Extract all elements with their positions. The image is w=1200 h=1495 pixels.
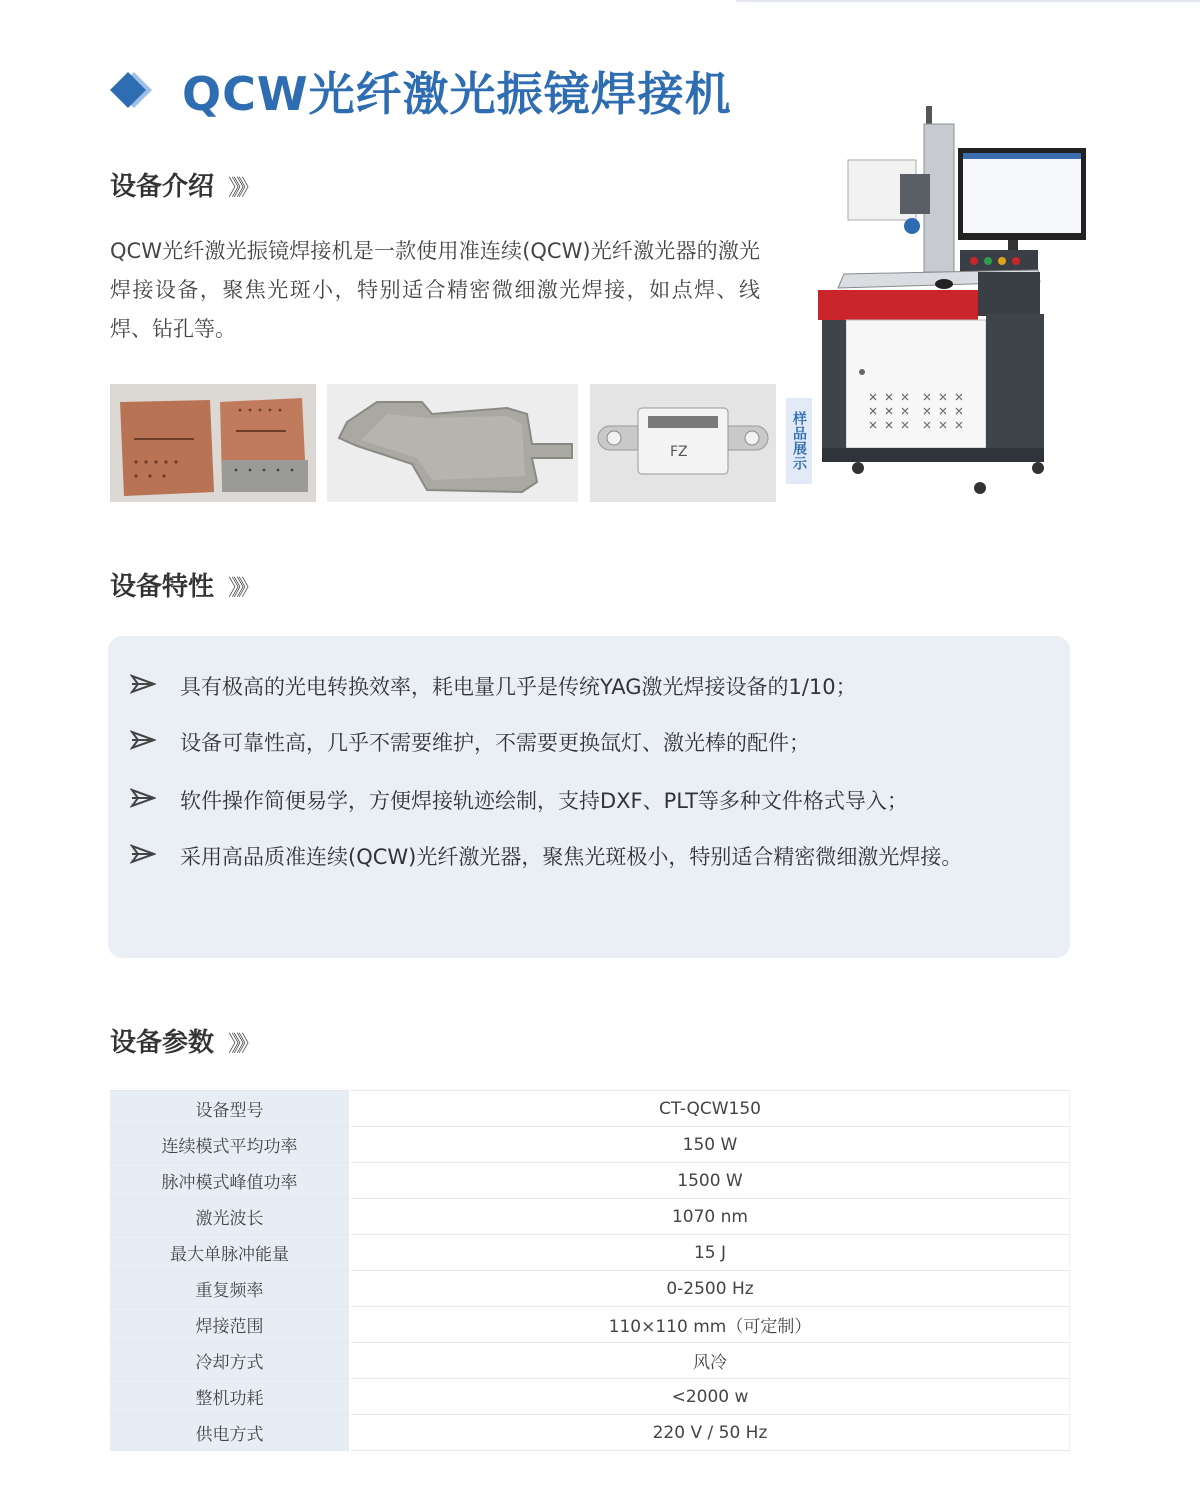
double-diamond-icon: [110, 70, 168, 110]
param-name: 重复频率: [110, 1271, 350, 1307]
sample-display-tag: 样品展示: [786, 398, 812, 484]
param-name: 最大单脉冲能量: [110, 1235, 350, 1271]
param-value: 110×110 mm（可定制）: [350, 1307, 1070, 1343]
svg-text:FZ: FZ: [670, 444, 688, 460]
param-name: 激光波长: [110, 1199, 350, 1235]
param-name: 设备型号: [110, 1091, 350, 1127]
features-panel: [108, 636, 1070, 958]
param-value: CT-QCW150: [350, 1091, 1070, 1127]
sample-image-steel-part: [327, 384, 578, 502]
param-value: 220 V / 50 Hz: [350, 1415, 1070, 1451]
feature-text: 设备可靠性高，几乎不需要维护，不需要更换氙灯、激光棒的配件；: [180, 731, 810, 755]
param-value: 1500 W: [350, 1163, 1070, 1199]
param-name: 焊接范围: [110, 1307, 350, 1343]
params-heading: [110, 1022, 254, 1062]
intro-heading-text: 设备介绍: [110, 172, 215, 202]
features-heading-text: 设备特性: [110, 572, 215, 602]
laser-welding-machine-image: [808, 104, 1098, 504]
table-row: [110, 1415, 1070, 1451]
table-row: [110, 1343, 1070, 1379]
intro-heading: [110, 166, 254, 206]
table-row: [110, 1091, 1070, 1127]
arrow-right-icon: [130, 788, 156, 808]
param-name: 脉冲模式峰值功率: [110, 1163, 350, 1199]
chevron-right-icon: 》》》: [228, 576, 255, 601]
param-value: 150 W: [350, 1127, 1070, 1163]
params-table: [110, 1090, 1070, 1451]
chevron-right-icon: 》》》: [228, 1032, 255, 1057]
param-name: 冷却方式: [110, 1343, 350, 1379]
sample-image-connector: [590, 384, 776, 502]
table-row: [110, 1235, 1070, 1271]
table-row: [110, 1163, 1070, 1199]
sample-image-copper-plates: [110, 384, 316, 502]
intro-paragraph: QCW光纤激光振镜焊接机是一款使用准连续(QCW)光纤激光器的激光焊接设备，聚焦光斑小，特别适合精密微细激光焊接，如点焊、线焊、钻孔等。: [110, 239, 760, 341]
page-title: QCW光纤激光振镜焊接机: [182, 67, 732, 121]
param-name: 整机功耗: [110, 1379, 350, 1415]
top-rule: [736, 0, 1200, 2]
feature-text: 具有极高的光电转换效率，耗电量几乎是传统YAG激光焊接设备的1/10；: [180, 675, 857, 699]
feature-text: 采用高品质准连续(QCW)光纤激光器，聚焦光斑极小，特别适合精密微细激光焊接。: [180, 845, 963, 869]
table-row: [110, 1307, 1070, 1343]
chevron-right-icon: 》》》: [228, 176, 255, 201]
param-value: 15 J: [350, 1235, 1070, 1271]
param-value: 0-2500 Hz: [350, 1271, 1070, 1307]
param-value: <2000 w: [350, 1379, 1070, 1415]
param-name: 供电方式: [110, 1415, 350, 1451]
param-name: 连续模式平均功率: [110, 1127, 350, 1163]
table-row: [110, 1271, 1070, 1307]
table-row: [110, 1379, 1070, 1415]
features-heading: [110, 566, 254, 606]
arrow-right-icon: [130, 844, 156, 864]
arrow-right-icon: [130, 730, 156, 750]
arrow-right-icon: [130, 674, 156, 694]
params-heading-text: 设备参数: [110, 1028, 215, 1058]
feature-text: 软件操作简便易学，方便焊接轨迹绘制，支持DXF、PLT等多种文件格式导入；: [180, 789, 908, 813]
table-row: [110, 1127, 1070, 1163]
param-value: 风冷: [350, 1343, 1070, 1379]
table-row: [110, 1199, 1070, 1235]
param-value: 1070 nm: [350, 1199, 1070, 1235]
